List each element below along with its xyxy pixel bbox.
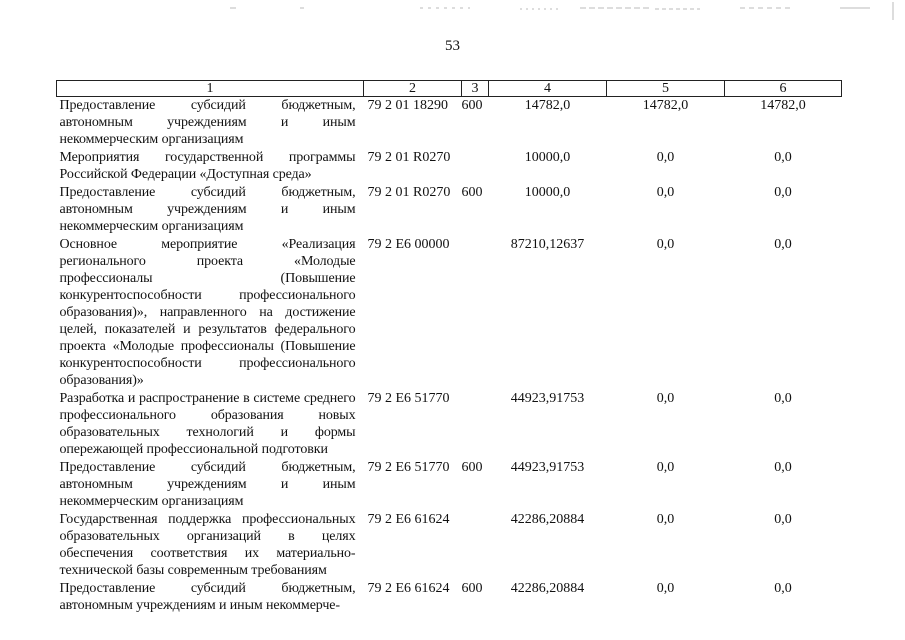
target-code: 79 2 Е6 51770 — [367, 391, 450, 406]
amount-col5: 0,0 — [656, 237, 675, 252]
amount-col4: 42286,20884 — [510, 512, 585, 527]
row-name: Мероприятия государственной программы Российской Федерации «Доступная среда» — [59, 150, 356, 182]
amount-col4: 14782,0 — [524, 98, 571, 113]
expense-type: 600 — [461, 98, 483, 113]
table-row — [57, 511, 842, 580]
amount-col6: 0,0 — [774, 581, 792, 596]
column-header: 5 — [607, 81, 725, 97]
column-header: 4 — [489, 81, 607, 97]
page-number: 53 — [445, 38, 460, 54]
target-code: 79 2 Е6 00000 — [367, 237, 450, 252]
target-code: 79 2 01 R0270 — [367, 150, 451, 165]
target-code: 79 2 Е6 61624 — [367, 512, 450, 527]
amount-col5: 0,0 — [656, 391, 675, 406]
column-header: 2 — [364, 81, 462, 97]
amount-col5: 0,0 — [656, 512, 675, 527]
amount-col4: 44923,91753 — [510, 391, 585, 406]
amount-col6: 0,0 — [774, 460, 792, 475]
table-row — [57, 580, 842, 615]
amount-col6: 14782,0 — [760, 98, 806, 113]
column-header: 1 — [57, 81, 364, 97]
amount-col5: 0,0 — [656, 150, 675, 165]
amount-col6: 0,0 — [774, 185, 792, 200]
expense-type — [462, 149, 489, 184]
row-name: Предоставление субсидий бюджетным, автономным учреждениям и иным некоммерческим организациям — [59, 185, 356, 234]
expense-type: 600 — [461, 460, 483, 475]
target-code: 79 2 01 R0270 — [367, 185, 451, 200]
scan-edge-marks — [0, 0, 905, 20]
expense-type — [462, 390, 489, 459]
amount-col4: 10000,0 — [524, 150, 571, 165]
table-row — [57, 184, 842, 236]
target-code: 79 2 Е6 51770 — [367, 460, 450, 475]
row-name: Предоставление субсидий бюджетным, автономным учреждениям и иным некоммерче- — [59, 581, 356, 613]
amount-col6: 0,0 — [774, 150, 792, 165]
table-row — [57, 149, 842, 184]
row-name: Предоставление субсидий бюджетным, автономным учреждениям и иным некоммерческим организациям — [59, 460, 356, 509]
expense-type — [462, 236, 489, 390]
amount-col6: 0,0 — [774, 512, 792, 527]
expense-type — [462, 511, 489, 580]
budget-table — [56, 80, 842, 615]
amount-col6: 0,0 — [774, 391, 792, 406]
amount-col4: 44923,91753 — [510, 460, 585, 475]
amount-col5: 0,0 — [656, 581, 675, 596]
amount-col5: 0,0 — [656, 460, 675, 475]
row-name: Предоставление субсидий бюджетным, автономным учреждениям и иным некоммерческим организациям — [59, 98, 356, 147]
amount-col5: 14782,0 — [642, 98, 689, 113]
table-row — [57, 236, 842, 390]
amount-col4: 42286,20884 — [510, 581, 585, 596]
row-name: Разработка и распространение в системе среднего профессионального образования новых образовательных технологий и формы опережающей профессиональной подготовки — [59, 391, 356, 457]
expense-type: 600 — [461, 581, 483, 596]
expense-type: 600 — [461, 185, 483, 200]
amount-col4: 87210,12637 — [510, 237, 585, 252]
table-row — [57, 459, 842, 511]
target-code: 79 2 01 18290 — [367, 98, 448, 113]
row-name: Основное мероприятие «Реализация регионального проекта «Молодые профессионалы (Повышение конкурентоспособности профессионального образования)», направленного на достижение целей, показателей и результатов федерального проекта «Молодые профессионалы (Повышение конкурентоспособности профессионального образования)» — [59, 237, 356, 388]
amount-col5: 0,0 — [656, 185, 675, 200]
table-row — [57, 390, 842, 459]
target-code: 79 2 Е6 61624 — [367, 581, 450, 596]
column-header: 6 — [725, 81, 842, 97]
amount-col4: 10000,0 — [524, 185, 571, 200]
amount-col6: 0,0 — [774, 237, 792, 252]
header-row — [57, 81, 842, 97]
row-name: Государственная поддержка профессиональных образовательных организаций в целях обеспечения соответствия их материально-технической базы современным требованиям — [59, 512, 356, 578]
column-header: 3 — [462, 81, 489, 97]
table-row — [57, 97, 842, 150]
